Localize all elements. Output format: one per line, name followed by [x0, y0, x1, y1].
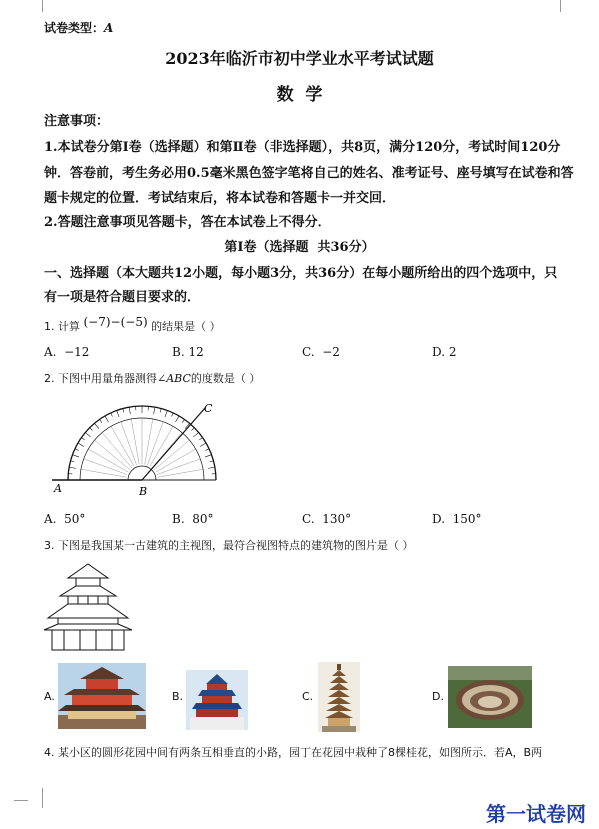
subject-title: 数 学 — [276, 85, 323, 105]
q3-option-a: A. — [44, 690, 55, 703]
label-b: B — [139, 485, 148, 498]
protractor — [68, 406, 216, 480]
crop-mark-top-left — [28, 0, 43, 12]
protractor-tick — [81, 438, 84, 440]
protractor-tick — [111, 413, 113, 417]
q2-stem-prefix: 2. 下图中用量角器测得 — [44, 372, 157, 385]
protractor-tick — [182, 419, 184, 422]
protractor-radial-line — [84, 459, 127, 475]
section-intro-1: 一、选择题（本大题共12小题，每小题3分，共36分）在每小题所给出的四个选项中，只 — [44, 266, 558, 281]
paper-type-label: 试卷类型： — [44, 21, 105, 35]
protractor-tick — [154, 407, 155, 414]
q1-option-c: C. −2 — [302, 345, 340, 359]
protractor-radial-line — [156, 449, 196, 472]
protractor-tick — [199, 438, 202, 440]
protractor-tick — [205, 449, 209, 451]
protractor-tick — [200, 443, 206, 447]
protractor-tick — [191, 428, 194, 431]
protractor-tick — [90, 428, 93, 431]
protractor-tick — [100, 419, 102, 422]
q3-option-d: D. — [432, 690, 444, 703]
roof-4 — [44, 624, 132, 630]
notes-heading: 注意事项： — [44, 114, 110, 129]
protractor-figure — [44, 398, 234, 498]
q2-angle: ∠ABC — [157, 372, 191, 385]
section-intro-2: 有一项是符合题目要求的． — [44, 290, 201, 305]
paper-type — [44, 19, 113, 36]
protractor-radial-line — [131, 419, 139, 464]
q1-expression: (−7)−(−5) — [83, 315, 148, 329]
protractor-tick — [160, 409, 161, 413]
paper-type-value: A — [104, 21, 114, 35]
protractor-radial-line — [88, 449, 128, 472]
notes-line-4: 2.答题注意事项见答题卡，答在本试卷上不得分． — [44, 215, 331, 230]
photo-c-pagoda — [318, 662, 360, 732]
protractor-radial-line — [121, 422, 137, 465]
protractor-tick — [208, 467, 215, 468]
protractor-tick — [105, 416, 109, 422]
section-title: 第Ⅰ卷（选择题 共36分） — [224, 240, 375, 255]
crop-mark-bottom-left — [28, 788, 43, 808]
photo-b-temple-of-heaven — [186, 670, 248, 730]
q1-option-b: B. 12 — [172, 345, 204, 359]
question-1-stem — [44, 315, 221, 334]
protractor-radial-line — [157, 459, 200, 475]
q1-stem-suffix: 的结果是（ ） — [151, 320, 221, 333]
notes-line-2: 钟．答卷前，考生务必用0.5毫米黑色签字笔将自己的姓名、准考证号、座号填写在试卷和答 — [44, 166, 574, 181]
q2-option-b: B. 80° — [172, 512, 214, 526]
roof-top — [68, 564, 108, 578]
protractor-tick — [94, 423, 98, 428]
crop-mark-top-right — [560, 0, 575, 12]
protractor-tick — [71, 461, 75, 462]
protractor-tick — [78, 443, 84, 447]
protractor-radial-line — [158, 469, 203, 477]
roof-3 — [48, 604, 128, 618]
notes-line-3: 题卡规定的位置．考试结束后，将本试卷和答题卡一并交回． — [44, 191, 396, 206]
protractor-radial-line — [111, 426, 134, 466]
protractor-tick — [85, 432, 90, 436]
tier-1 — [76, 578, 100, 586]
tier-3 — [58, 618, 118, 624]
q2-stem-suffix: 的度数是（ ） — [190, 372, 261, 385]
photo-d-tulou — [448, 666, 532, 728]
protractor-tick — [210, 461, 214, 462]
protractor-tick — [165, 410, 167, 417]
q1-stem-prefix: 1. 计算 — [44, 320, 80, 333]
notes-line-1: 1.本试卷分第Ⅰ卷（选择题）和第Ⅱ卷（非选择题），共8页，满分120分，考试时间120分 — [44, 140, 561, 155]
base — [52, 630, 124, 650]
protractor-tick — [176, 416, 180, 422]
question-2-stem — [44, 370, 260, 386]
q1-option-a: A. −12 — [44, 345, 90, 359]
protractor-radial-line — [150, 426, 173, 466]
label-a: A — [54, 482, 62, 495]
protractor-tick — [75, 449, 79, 451]
q2-option-a: A. 50° — [44, 512, 86, 526]
protractor-tick — [129, 407, 130, 414]
q3-option-b: B. — [172, 690, 184, 703]
protractor-radial-line — [145, 419, 153, 464]
q3-option-c: C. — [302, 690, 314, 703]
site-watermark: 第一试卷网 — [486, 802, 586, 826]
protractor-tick — [193, 432, 198, 436]
page-title: 2023年临沂市初中学业水平考试试题 — [165, 49, 434, 68]
protractor-radial-line — [81, 469, 126, 477]
protractor-tick — [117, 410, 119, 417]
protractor-tick — [72, 455, 79, 457]
q1-option-d: D. 2 — [432, 345, 457, 359]
protractor-tick — [69, 467, 76, 468]
front-view-drawing — [42, 562, 134, 652]
protractor-tick — [172, 413, 174, 417]
q2-option-c: C. 130° — [302, 512, 352, 526]
photo-a-pavilion — [58, 663, 146, 729]
question-3-stem: 3. 下图是我国某一古建筑的主视图，最符合视图特点的建筑物的图片是（ ） — [44, 539, 414, 552]
protractor-tick — [123, 409, 124, 413]
label-c: C — [204, 402, 213, 415]
crop-mark-bottom-left-h — [14, 800, 28, 801]
question-4-stem: 4. 某小区的圆形花园中间有两条互相垂直的小路，园丁在花园中栽种了8棵桂花，如图所示．若A，B两 — [44, 746, 543, 759]
roof-2 — [60, 586, 116, 596]
protractor-tick — [205, 455, 212, 457]
q2-option-d: D. 150° — [432, 512, 482, 526]
